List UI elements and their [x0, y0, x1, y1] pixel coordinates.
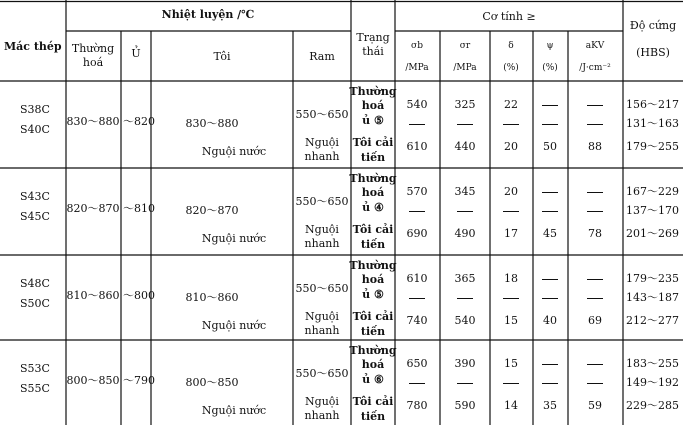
toi-temp: 810～860: [185, 291, 239, 304]
dash-mark: [542, 105, 558, 106]
value-hbs: 131～163: [626, 117, 679, 130]
value-hbs: 156～217: [626, 98, 679, 111]
dash-mark: [409, 383, 425, 384]
value-akv: [585, 272, 605, 285]
dash-mark: [587, 192, 603, 193]
dash-mark: [542, 364, 558, 365]
value-psi: [540, 98, 560, 111]
state-label: Thường: [349, 85, 397, 98]
value-hbs: 143～187: [626, 291, 679, 304]
dash-mark: [542, 298, 558, 299]
u-temp: ～790: [123, 374, 155, 387]
value-akv: 69: [588, 314, 602, 327]
value-akv: [585, 204, 605, 217]
ram-cooling: Nguội: [305, 395, 339, 408]
value-ss: [455, 117, 475, 130]
dash-mark: [503, 124, 519, 125]
thuong-hoa-temp: 820～870: [66, 202, 120, 215]
value-d: 18: [504, 272, 518, 285]
value-akv: 78: [588, 227, 602, 240]
state-label: hoá: [361, 186, 385, 199]
value-d: [501, 204, 521, 217]
toi-cooling: Nguội nước: [201, 145, 267, 158]
state-label: hoá: [361, 358, 385, 371]
toi-temp: 800～850: [185, 376, 239, 389]
steel-grade: S48C: [20, 277, 50, 290]
value-ss: 345: [454, 185, 476, 198]
value-psi: 35: [543, 399, 557, 412]
state-label: hoá: [361, 99, 385, 112]
header-mac-thep: Mác thép: [4, 40, 62, 53]
value-akv: [585, 376, 605, 389]
value-sb: 540: [406, 98, 428, 111]
header-ram: Ram: [309, 50, 335, 63]
header-akv: aKV: [585, 41, 605, 51]
thuong-hoa-temp: 810～860: [66, 289, 120, 302]
state-label: ủ ⑥: [362, 373, 384, 386]
dash-mark: [542, 211, 558, 212]
header-psi: ψ: [546, 41, 554, 51]
ram-cooling: nhanh: [304, 150, 340, 163]
value-d: 22: [504, 98, 518, 111]
dash-mark: [503, 383, 519, 384]
value-d: [501, 291, 521, 304]
ram-cooling: nhanh: [304, 324, 340, 337]
value-ss: [455, 291, 475, 304]
dash-mark: [587, 124, 603, 125]
header-do-cung-2: (HBS): [636, 46, 670, 59]
value-sb: [407, 376, 427, 389]
header-nhiet-luyen: Nhiệt luyện /℃: [161, 8, 255, 21]
value-ss: 390: [454, 357, 476, 370]
header-unit-akv: /J·cm⁻²: [579, 63, 611, 73]
value-sb: [407, 204, 427, 217]
value-d: [501, 376, 521, 389]
dash-mark: [542, 192, 558, 193]
ram-cooling: Nguội: [305, 136, 339, 149]
value-hbs: 179～255: [626, 140, 679, 153]
header-co-tinh: Cơ tính ≥: [482, 10, 536, 23]
value-sb: 650: [406, 357, 428, 370]
state-label: Tôi cải: [352, 136, 394, 149]
value-sb: 780: [406, 399, 428, 412]
state-label: tiến: [360, 238, 386, 251]
value-psi: [540, 185, 560, 198]
value-sb: 690: [406, 227, 428, 240]
dash-mark: [587, 383, 603, 384]
value-ss: 440: [454, 140, 476, 153]
value-sb: 610: [406, 272, 428, 285]
dash-mark: [503, 298, 519, 299]
steel-grade: S43C: [20, 190, 50, 203]
dash-mark: [457, 298, 473, 299]
state-label: tiến: [360, 151, 386, 164]
value-sb: 570: [406, 185, 428, 198]
value-ss: [455, 204, 475, 217]
toi-cooling: Nguội nước: [201, 404, 267, 417]
value-sb: [407, 291, 427, 304]
value-psi: [540, 376, 560, 389]
value-psi: 40: [543, 314, 557, 327]
value-psi: [540, 117, 560, 130]
steel-grade: S53C: [20, 362, 50, 375]
value-psi: [540, 204, 560, 217]
thuong-hoa-temp: 800～850: [66, 374, 120, 387]
ram-cooling: Nguội: [305, 310, 339, 323]
state-label: Thường: [349, 172, 397, 185]
value-psi: [540, 272, 560, 285]
dash-mark: [409, 124, 425, 125]
value-akv: [585, 117, 605, 130]
toi-temp: 820～870: [185, 204, 239, 217]
toi-temp: 830～880: [185, 117, 239, 130]
header-u: Ủ: [131, 47, 141, 60]
value-psi: [540, 291, 560, 304]
value-sb: [407, 117, 427, 130]
dash-mark: [542, 279, 558, 280]
thuong-hoa-temp: 830～880: [66, 115, 120, 128]
ram-temp: 550～650: [295, 108, 349, 121]
value-hbs: 167～229: [626, 185, 679, 198]
value-ss: 365: [454, 272, 476, 285]
ram-cooling: nhanh: [304, 409, 340, 422]
header-thuong-hoa-2: hoá: [82, 56, 104, 69]
steel-grade: S50C: [20, 297, 50, 310]
value-hbs: 183～255: [626, 357, 679, 370]
dash-mark: [587, 364, 603, 365]
dash-mark: [542, 383, 558, 384]
ram-cooling: Nguội: [305, 223, 339, 236]
header-do-cung-1: Độ cứng: [629, 19, 677, 32]
steel-grade: S38C: [20, 103, 50, 116]
steel-grade: S45C: [20, 210, 50, 223]
value-hbs: 212～277: [626, 314, 679, 327]
value-hbs: 201～269: [626, 227, 679, 240]
value-akv: [585, 291, 605, 304]
header-trang-thai-1: Trạng: [356, 31, 390, 44]
state-label: Thường: [349, 344, 397, 357]
steel-grade: S40C: [20, 123, 50, 136]
dash-mark: [542, 124, 558, 125]
value-hbs: 179～235: [626, 272, 679, 285]
value-akv: [585, 185, 605, 198]
value-hbs: 137～170: [626, 204, 679, 217]
dash-mark: [409, 211, 425, 212]
dash-mark: [587, 279, 603, 280]
toi-cooling: Nguội nước: [201, 232, 267, 245]
ram-cooling: nhanh: [304, 237, 340, 250]
value-d: 15: [504, 357, 518, 370]
u-temp: ～800: [123, 289, 155, 302]
state-label: Tôi cải: [352, 310, 394, 323]
u-temp: ～810: [123, 202, 155, 215]
header-trang-thai-2: thái: [362, 45, 384, 58]
value-d: 20: [504, 140, 518, 153]
value-hbs: 229～285: [626, 399, 679, 412]
value-d: [501, 117, 521, 130]
value-akv: 88: [588, 140, 602, 153]
header-thuong-hoa-1: Thường: [71, 42, 115, 55]
value-psi: 45: [543, 227, 557, 240]
state-label: hoá: [361, 273, 385, 286]
value-d: 17: [504, 227, 518, 240]
header-unit-ss: /MPa: [453, 63, 477, 73]
header-sigma-s: σr: [459, 41, 471, 51]
dash-mark: [409, 298, 425, 299]
state-label: Tôi cải: [352, 395, 394, 408]
toi-cooling: Nguội nước: [201, 319, 267, 332]
state-label: ủ ④: [362, 201, 384, 214]
dash-mark: [587, 298, 603, 299]
value-d: 20: [504, 185, 518, 198]
header-unit-delta: (%): [503, 63, 519, 73]
value-ss: 325: [454, 98, 476, 111]
value-hbs: 149～192: [626, 376, 679, 389]
state-label: Thường: [349, 259, 397, 272]
ram-temp: 550～650: [295, 367, 349, 380]
dash-mark: [457, 124, 473, 125]
state-label: ủ ⑤: [362, 288, 384, 301]
value-sb: 740: [406, 314, 428, 327]
value-sb: 610: [406, 140, 428, 153]
ram-temp: 550～650: [295, 282, 349, 295]
steel-grade: S55C: [20, 382, 50, 395]
value-akv: [585, 98, 605, 111]
state-label: tiến: [360, 410, 386, 423]
state-label: ủ ⑤: [362, 114, 384, 127]
value-ss: 540: [454, 314, 476, 327]
value-psi: 50: [543, 140, 557, 153]
u-temp: ～820: [123, 115, 155, 128]
value-ss: 490: [454, 227, 476, 240]
ram-temp: 550～650: [295, 195, 349, 208]
value-ss: 590: [454, 399, 476, 412]
state-label: Tôi cải: [352, 223, 394, 236]
header-sigma-b: σb: [411, 41, 423, 51]
state-label: tiến: [360, 325, 386, 338]
header-delta: δ: [508, 41, 514, 51]
dash-mark: [587, 211, 603, 212]
header-unit-sb: /MPa: [405, 63, 429, 73]
value-akv: 59: [588, 399, 602, 412]
dash-mark: [587, 105, 603, 106]
header-unit-psi: (%): [542, 63, 558, 73]
value-psi: [540, 357, 560, 370]
value-akv: [585, 357, 605, 370]
dash-mark: [457, 211, 473, 212]
dash-mark: [457, 383, 473, 384]
header-toi: Tôi: [213, 50, 231, 63]
dash-mark: [503, 211, 519, 212]
value-d: 14: [504, 399, 518, 412]
value-d: 15: [504, 314, 518, 327]
value-ss: [455, 376, 475, 389]
